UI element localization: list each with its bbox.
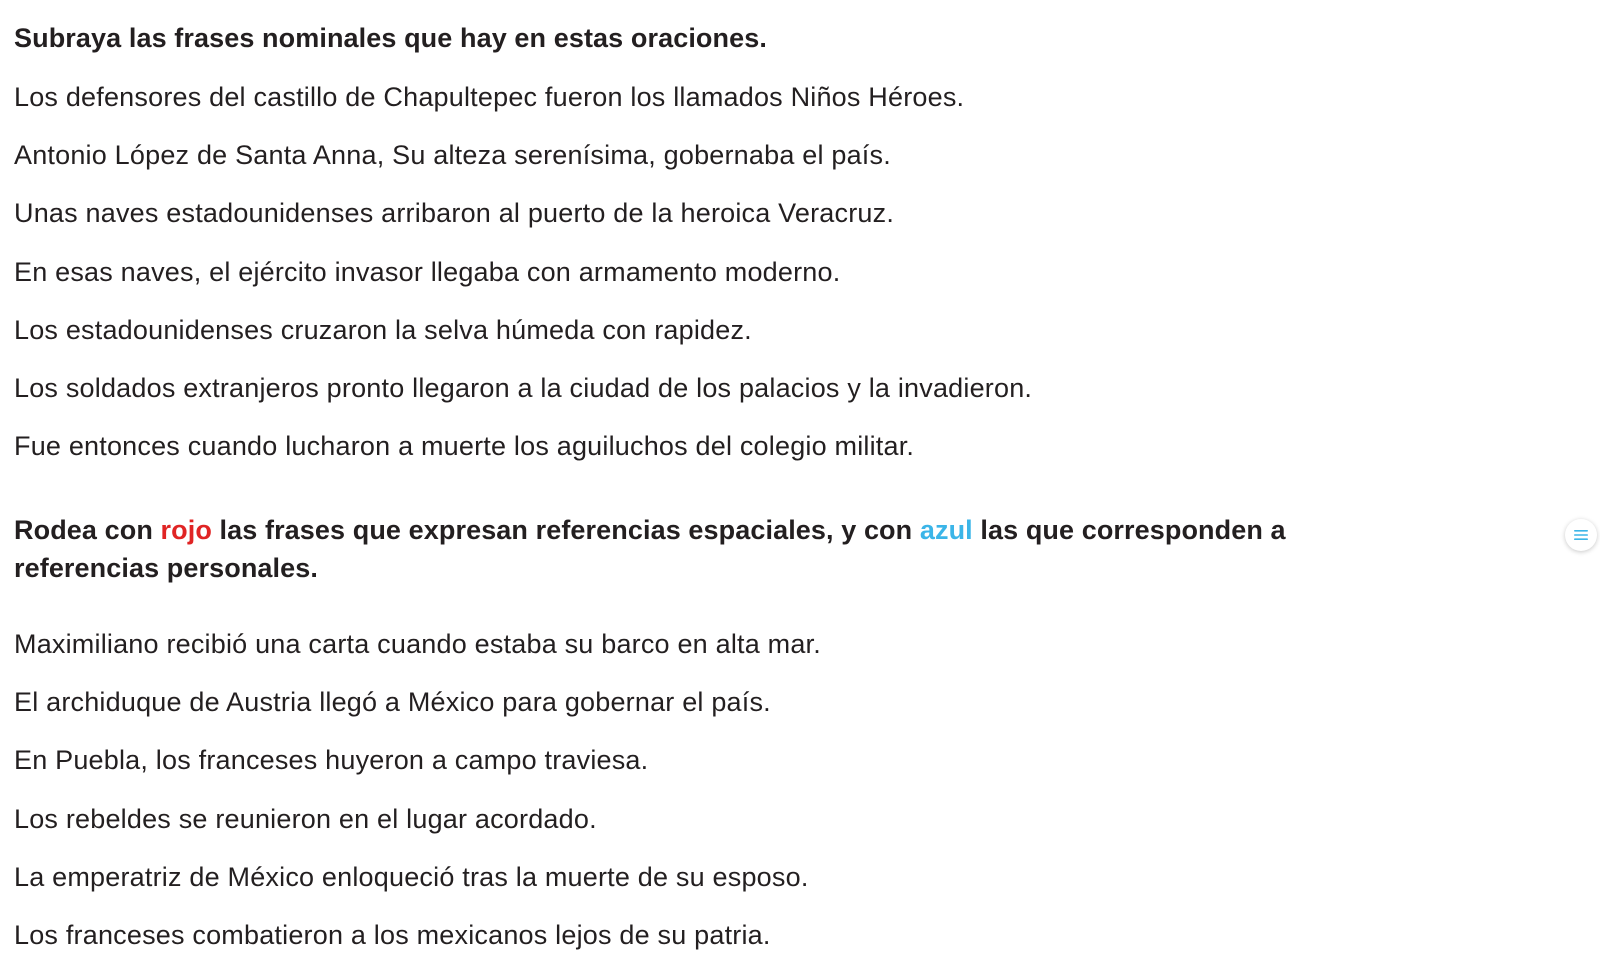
sentence-1-4: En esas naves, el ejército invasor llegaba con armamento moderno. [14, 257, 841, 287]
sentence-1-1: Los defensores del castillo de Chapultepec fueron los llamados Niños Héroes. [14, 82, 965, 112]
blue-color-word: azul [919, 515, 973, 545]
instruction-text-part-1: Rodea con [14, 515, 161, 545]
sentence-2-5: La emperatriz de México enloqueció tras la muerte de su esposo. [14, 862, 809, 892]
sentence-1-5: Los estadounidenses cruzaron la selva húmeda con rapidez. [14, 315, 752, 345]
sentence-2-2: El archiduque de Austria llegó a México para gobernar el país. [14, 687, 771, 717]
instruction-text-part-2: las frases que expresan referencias espaciales, y con [211, 515, 920, 545]
sentence-1-6: Los soldados extranjeros pronto llegaron a la ciudad de los palacios y la invadieron. [14, 373, 1033, 403]
red-color-word: rojo [160, 515, 212, 545]
instruction-circle-references [14, 511, 1314, 587]
side-menu-button[interactable] [1565, 519, 1597, 551]
instruction-underline-noun-phrases: Subraya las frases nominales que hay en estas oraciones. [14, 23, 767, 53]
sentence-1-3: Unas naves estadounidenses arribaron al puerto de la heroica Veracruz. [14, 198, 895, 228]
list-menu-icon [1573, 528, 1589, 542]
sentence-1-7: Fue entonces cuando lucharon a muerte los aguiluchos del colegio militar. [14, 431, 915, 461]
instruction-text-part-3: las que corresponden a referencias personales. [14, 515, 1286, 583]
sentence-2-4: Los rebeldes se reunieron en el lugar acordado. [14, 804, 597, 834]
sentence-2-3: En Puebla, los franceses huyeron a campo traviesa. [14, 745, 649, 775]
sentence-2-6: Los franceses combatieron a los mexicanos lejos de su patria. [14, 920, 771, 950]
sentence-2-1: Maximiliano recibió una carta cuando estaba su barco en alta mar. [14, 629, 821, 659]
sentence-1-2: Antonio López de Santa Anna, Su alteza serenísima, gobernaba el país. [14, 140, 891, 170]
